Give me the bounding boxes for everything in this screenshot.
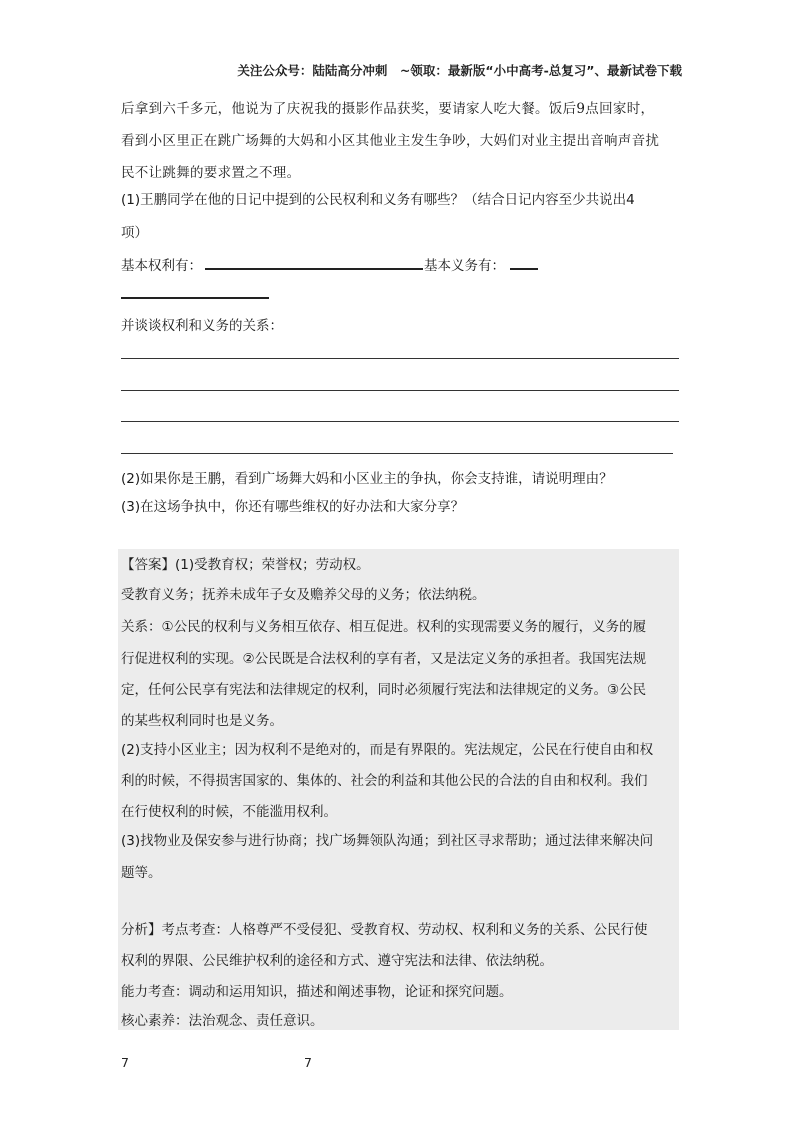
answer-line: 定，任何公民享有宪法和法律规定的权利，同时必须履行宪法和法律规定的义务。③公民 bbox=[121, 682, 647, 698]
question-2: (2)如果你是王鹏，看到广场舞大妈和小区业主的争执，你会支持谁，请说明理由？ bbox=[121, 471, 613, 487]
answer-line: 在行使权利的时候，不能滥用权利。 bbox=[121, 804, 337, 820]
question-1-line-2: 项） bbox=[121, 225, 148, 241]
page-header: 关注公众号：陆陆高分冲刺 ~领取：最新版“小中高考-总复习”、最新试卷下载 bbox=[237, 63, 682, 78]
story-line-2: 看到小区里正在跳广场舞的大妈和小区其他业主发生争吵，大妈们对业主提出音响声音扰 bbox=[121, 133, 660, 149]
rights-blank[interactable] bbox=[205, 268, 423, 270]
relation-prompt: 并谈谈权利和义务的关系： bbox=[121, 318, 283, 334]
answer-line: (3)找物业及保安参与进行协商；找广场舞领队沟通；到社区寻求帮助；通过法律来解决问 bbox=[121, 833, 654, 849]
answer-line-3[interactable] bbox=[121, 421, 679, 422]
analysis-line: 核心素养：法治观念、责任意识。 bbox=[121, 1013, 324, 1029]
page-number-left: 7 bbox=[121, 1055, 129, 1070]
story-line-1: 后拿到六千多元，他说为了庆祝我的摄影作品获奖，要请家人吃大餐。饭后9点回家时， bbox=[121, 101, 655, 117]
answer-line: 受教育义务；抚养未成年子女及赡养父母的义务；依法纳税。 bbox=[121, 587, 486, 603]
answer-line-1[interactable] bbox=[121, 358, 679, 359]
duties-blank-continued[interactable] bbox=[121, 297, 269, 299]
analysis-line: 分析】考点考查：人格尊严不受侵犯、受教育权、劳动权、权利和义务的关系、公民行使 bbox=[121, 922, 648, 938]
answer-line: 关系：①公民的权利与义务相互依存、相互促进。权利的实现需要义务的履行，义务的履 bbox=[121, 619, 647, 635]
question-1-line-1: (1)王鹏同学在他的日记中提到的公民权利和义务有哪些？（结合日记内容至少共说出4 bbox=[121, 192, 635, 208]
duties-label: 基本义务有： bbox=[424, 258, 505, 274]
answer-line: 的某些权利同时也是义务。 bbox=[121, 713, 283, 729]
rights-label: 基本权利有： bbox=[121, 258, 202, 274]
answer-line: 【答案】(1)受教育权；荣誉权；劳动权。 bbox=[121, 557, 370, 573]
page-number-right: 7 bbox=[304, 1055, 312, 1070]
answer-line-4[interactable] bbox=[121, 453, 673, 454]
story-line-3: 民不让跳舞的要求置之不理。 bbox=[121, 165, 301, 181]
answer-line: (2)支持小区业主；因为权利不是绝对的，而是有界限的。宪法规定，公民在行使自由和权 bbox=[121, 742, 654, 758]
answer-line: 利的时候，不得损害国家的、集体的、社会的利益和其他公民的合法的自由和权利。我们 bbox=[121, 773, 648, 789]
analysis-line: 权利的界限、公民维护权利的途径和方式、遵守宪法和法律、依法纳税。 bbox=[121, 953, 553, 969]
question-3: (3)在这场争执中，你还有哪些维权的好办法和大家分享？ bbox=[121, 499, 465, 515]
answer-line-2[interactable] bbox=[121, 390, 679, 391]
answer-line: 行促进权利的实现。②公民既是合法权利的享有者，又是法定义务的承担者。我国宪法规 bbox=[121, 651, 647, 667]
duties-blank[interactable] bbox=[510, 268, 538, 270]
answer-line: 题等。 bbox=[121, 865, 162, 881]
analysis-line: 能力考查：调动和运用知识，描述和阐述事物，论证和探究问题。 bbox=[121, 984, 513, 1000]
